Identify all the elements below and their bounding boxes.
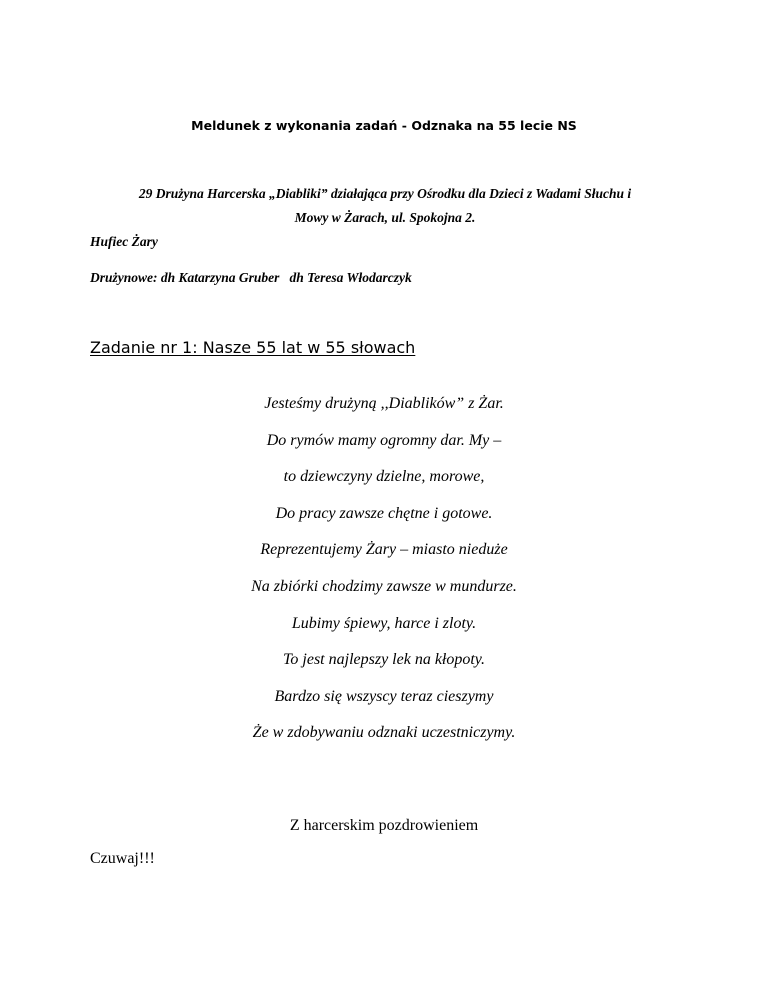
- document-title: Meldunek z wykonania zadań - Odznaka na 55 lecie NS: [191, 118, 577, 133]
- poem-line: Do pracy zawsze chętne i gotowe.: [275, 504, 493, 522]
- organization-line-1: 29 Drużyna Harcerska „Diabliki” działająca przy Ośrodku dla Dzieci z Wadami Słuchu i: [138, 186, 632, 201]
- hufiec-line: Hufiec Żary: [90, 234, 158, 249]
- greeting: Z harcerskim pozdrowieniem: [289, 817, 479, 834]
- poem-line: Na zbiórki chodzimy zawsze w mundurze.: [251, 577, 517, 595]
- poem-line: To jest najlepszy lek na kłopoty.: [282, 651, 486, 669]
- organization-line-2: Mowy w Żarach, ul. Spokojna 2.: [294, 210, 476, 225]
- poem-line: Do rymów mamy ogromny dar. My –: [266, 431, 502, 449]
- organization-block: [90, 182, 680, 230]
- signoff: Czuwaj!!!: [90, 850, 155, 867]
- poem: [0, 390, 768, 756]
- poem-line: to dziewczyny dzielne, morowe,: [283, 468, 485, 486]
- leaders-line: Drużynowe: dh Katarzyna Gruber dh Teresa Włodarczyk: [90, 270, 412, 285]
- task-heading: Zadanie nr 1: Nasze 55 lat w 55 słowach: [90, 338, 416, 357]
- poem-line: Reprezentujemy Żary – miasto nieduże: [260, 541, 508, 559]
- poem-line: Jesteśmy drużyną ,,Diablików” z Żar.: [264, 395, 504, 412]
- poem-line: Lubimy śpiewy, harce i zloty.: [291, 614, 477, 632]
- poem-line: Bardzo się wszyscy teraz cieszymy: [274, 687, 494, 705]
- poem-line: Że w zdobywaniu odznaki uczestniczymy.: [252, 724, 516, 742]
